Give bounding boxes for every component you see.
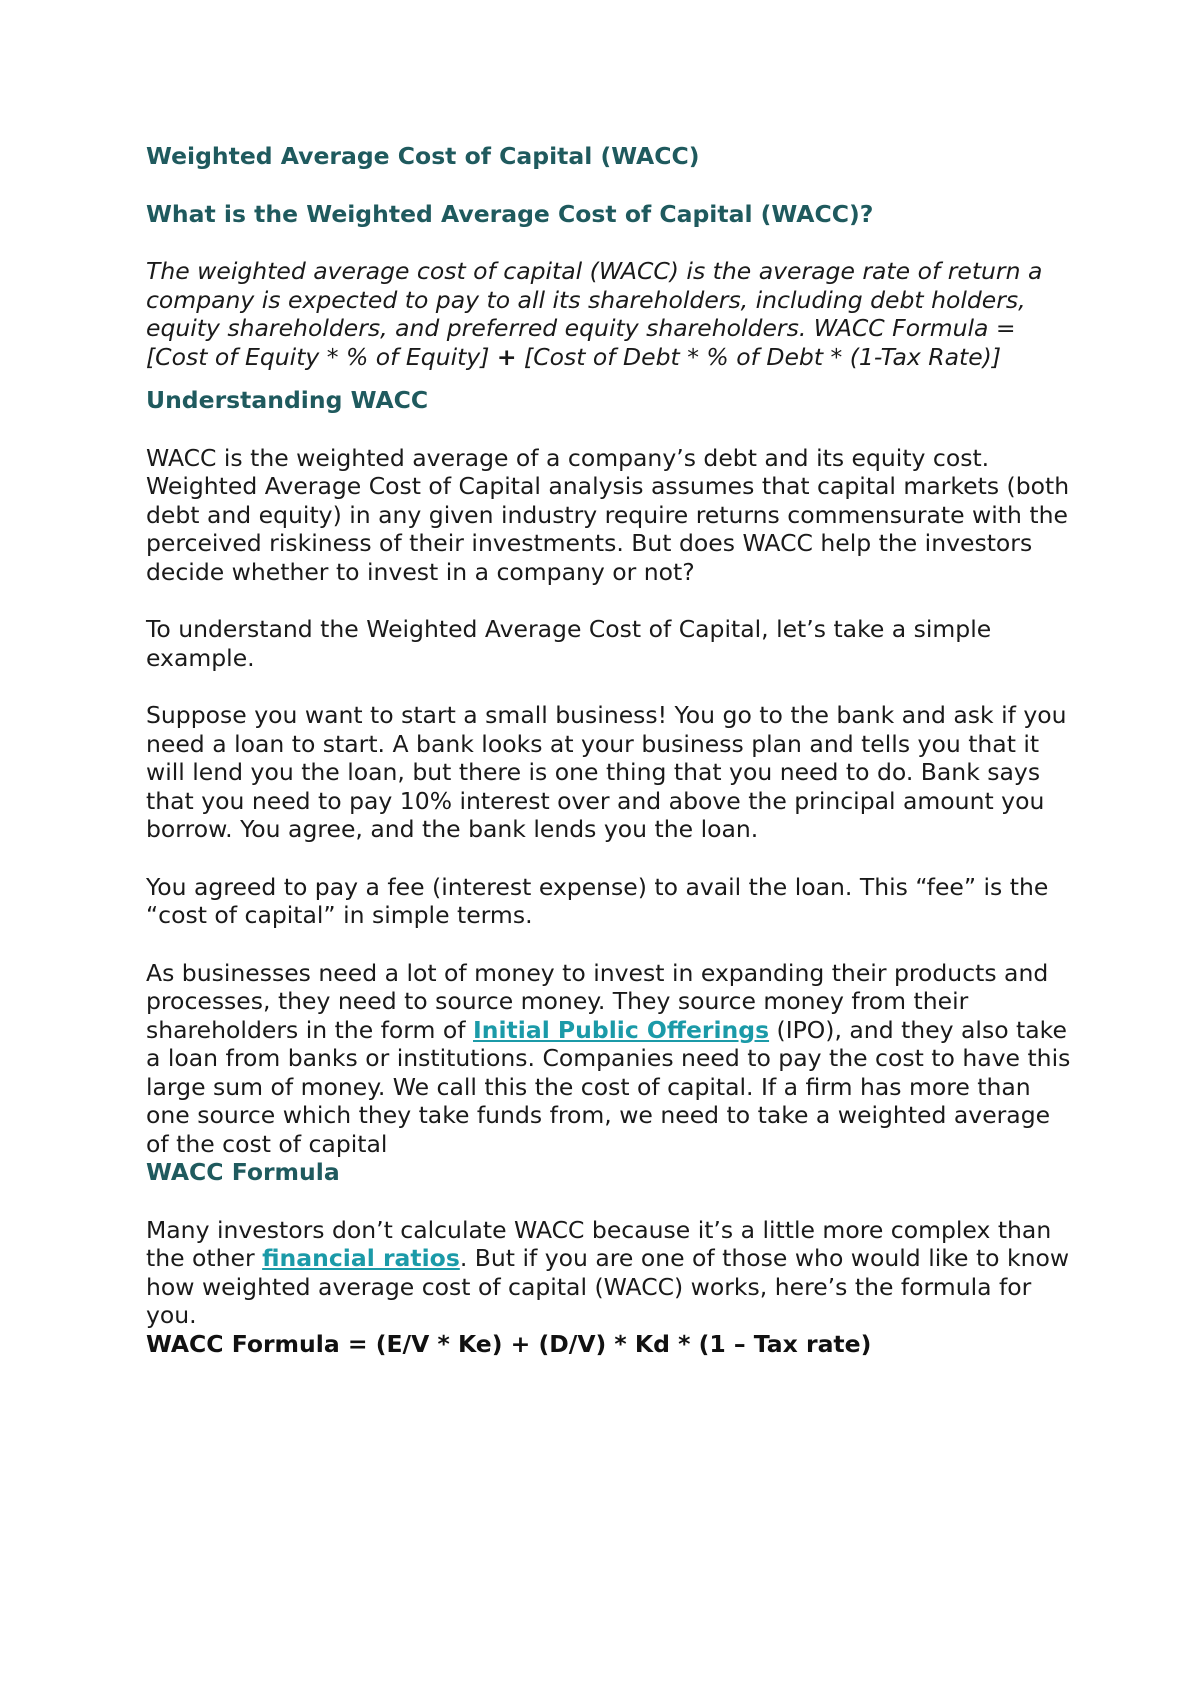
section-heading-understanding-wacc: Understanding WACC bbox=[146, 386, 429, 414]
paragraph-simple-example: To understand the Weighted Average Cost of Capital, let’s take a simple example. bbox=[146, 615, 992, 672]
ratios-text-before: Many investors don’t calculate WACC because it’s a little more complex than the other bbox=[146, 1215, 1052, 1272]
intro-plus-sign: + bbox=[496, 342, 517, 371]
intro-text-part1: The weighted average cost of capital (WACC) is the average rate of return a company is expected to pay to all its shareholders, including debt holders, equity shareholders, and preferred equity shareholders. WACC Formula = [Cost of Equity * % of Equity] bbox=[146, 257, 1043, 371]
initial-public-offerings-link[interactable]: Initial Public Offerings bbox=[473, 1015, 770, 1044]
ratios-text-after: . But if you are one of those who would like to know how weighted average cost of capital (WACC) works, here’s the formula for you. bbox=[146, 1244, 1070, 1329]
page-title: Weighted Average Cost of Capital (WACC) bbox=[146, 142, 700, 170]
intro-text-part2: [Cost of Debt * % of Debt * (1-Tax Rate)] bbox=[516, 342, 1002, 371]
paragraph-ipo bbox=[146, 959, 1076, 1159]
section-heading-wacc-formula: WACC Formula bbox=[146, 1158, 340, 1186]
section-heading-what-is-wacc: What is the Weighted Average Cost of Capital (WACC)? bbox=[146, 199, 874, 228]
wacc-formula: WACC Formula = (E/V * Ke) + (D/V) * Kd * (1 – Tax rate) bbox=[146, 1329, 872, 1358]
financial-ratios-link[interactable]: financial ratios bbox=[262, 1244, 460, 1272]
paragraph-financial-ratios bbox=[146, 1216, 1076, 1330]
paragraph-wacc-definition: WACC is the weighted average of a company’s debt and its equity cost. Weighted Average Cost of Capital analysis assumes that capital markets (both debt and equity) in any given industry require returns commensurate with the perceived riskiness of their investments. But does WACC help the investors decide whether to invest in a company or not? bbox=[146, 443, 1070, 586]
ipo-text-after: (IPO), and they also take a loan from banks or institutions. Companies need to pay the cost to have this large sum of money. We call this the cost of capital. If a firm has more than one source which they take funds from, we need to take a weighted average of the cost of capital bbox=[146, 1015, 1071, 1158]
document-body bbox=[146, 142, 1076, 1358]
paragraph-bank-loan: Suppose you want to start a small business! You go to the bank and ask if you need a loan to start. A bank looks at your business plan and tells you that it will lend you the loan, but there is one thing that you need to do. Bank says that you need to pay 10% interest over and above the principal amount you borrow. You agree, and the bank lends you the loan. bbox=[146, 701, 1067, 843]
intro-paragraph bbox=[146, 257, 1076, 371]
ipo-text-before: As businesses need a lot of money to invest in expanding their products and processes, they need to source money. They source money from their shareholders in the form of bbox=[146, 958, 1049, 1044]
paragraph-cost-of-capital: You agreed to pay a fee (interest expense) to avail the loan. This “fee” is the “cost of capital” in simple terms. bbox=[146, 872, 1049, 929]
